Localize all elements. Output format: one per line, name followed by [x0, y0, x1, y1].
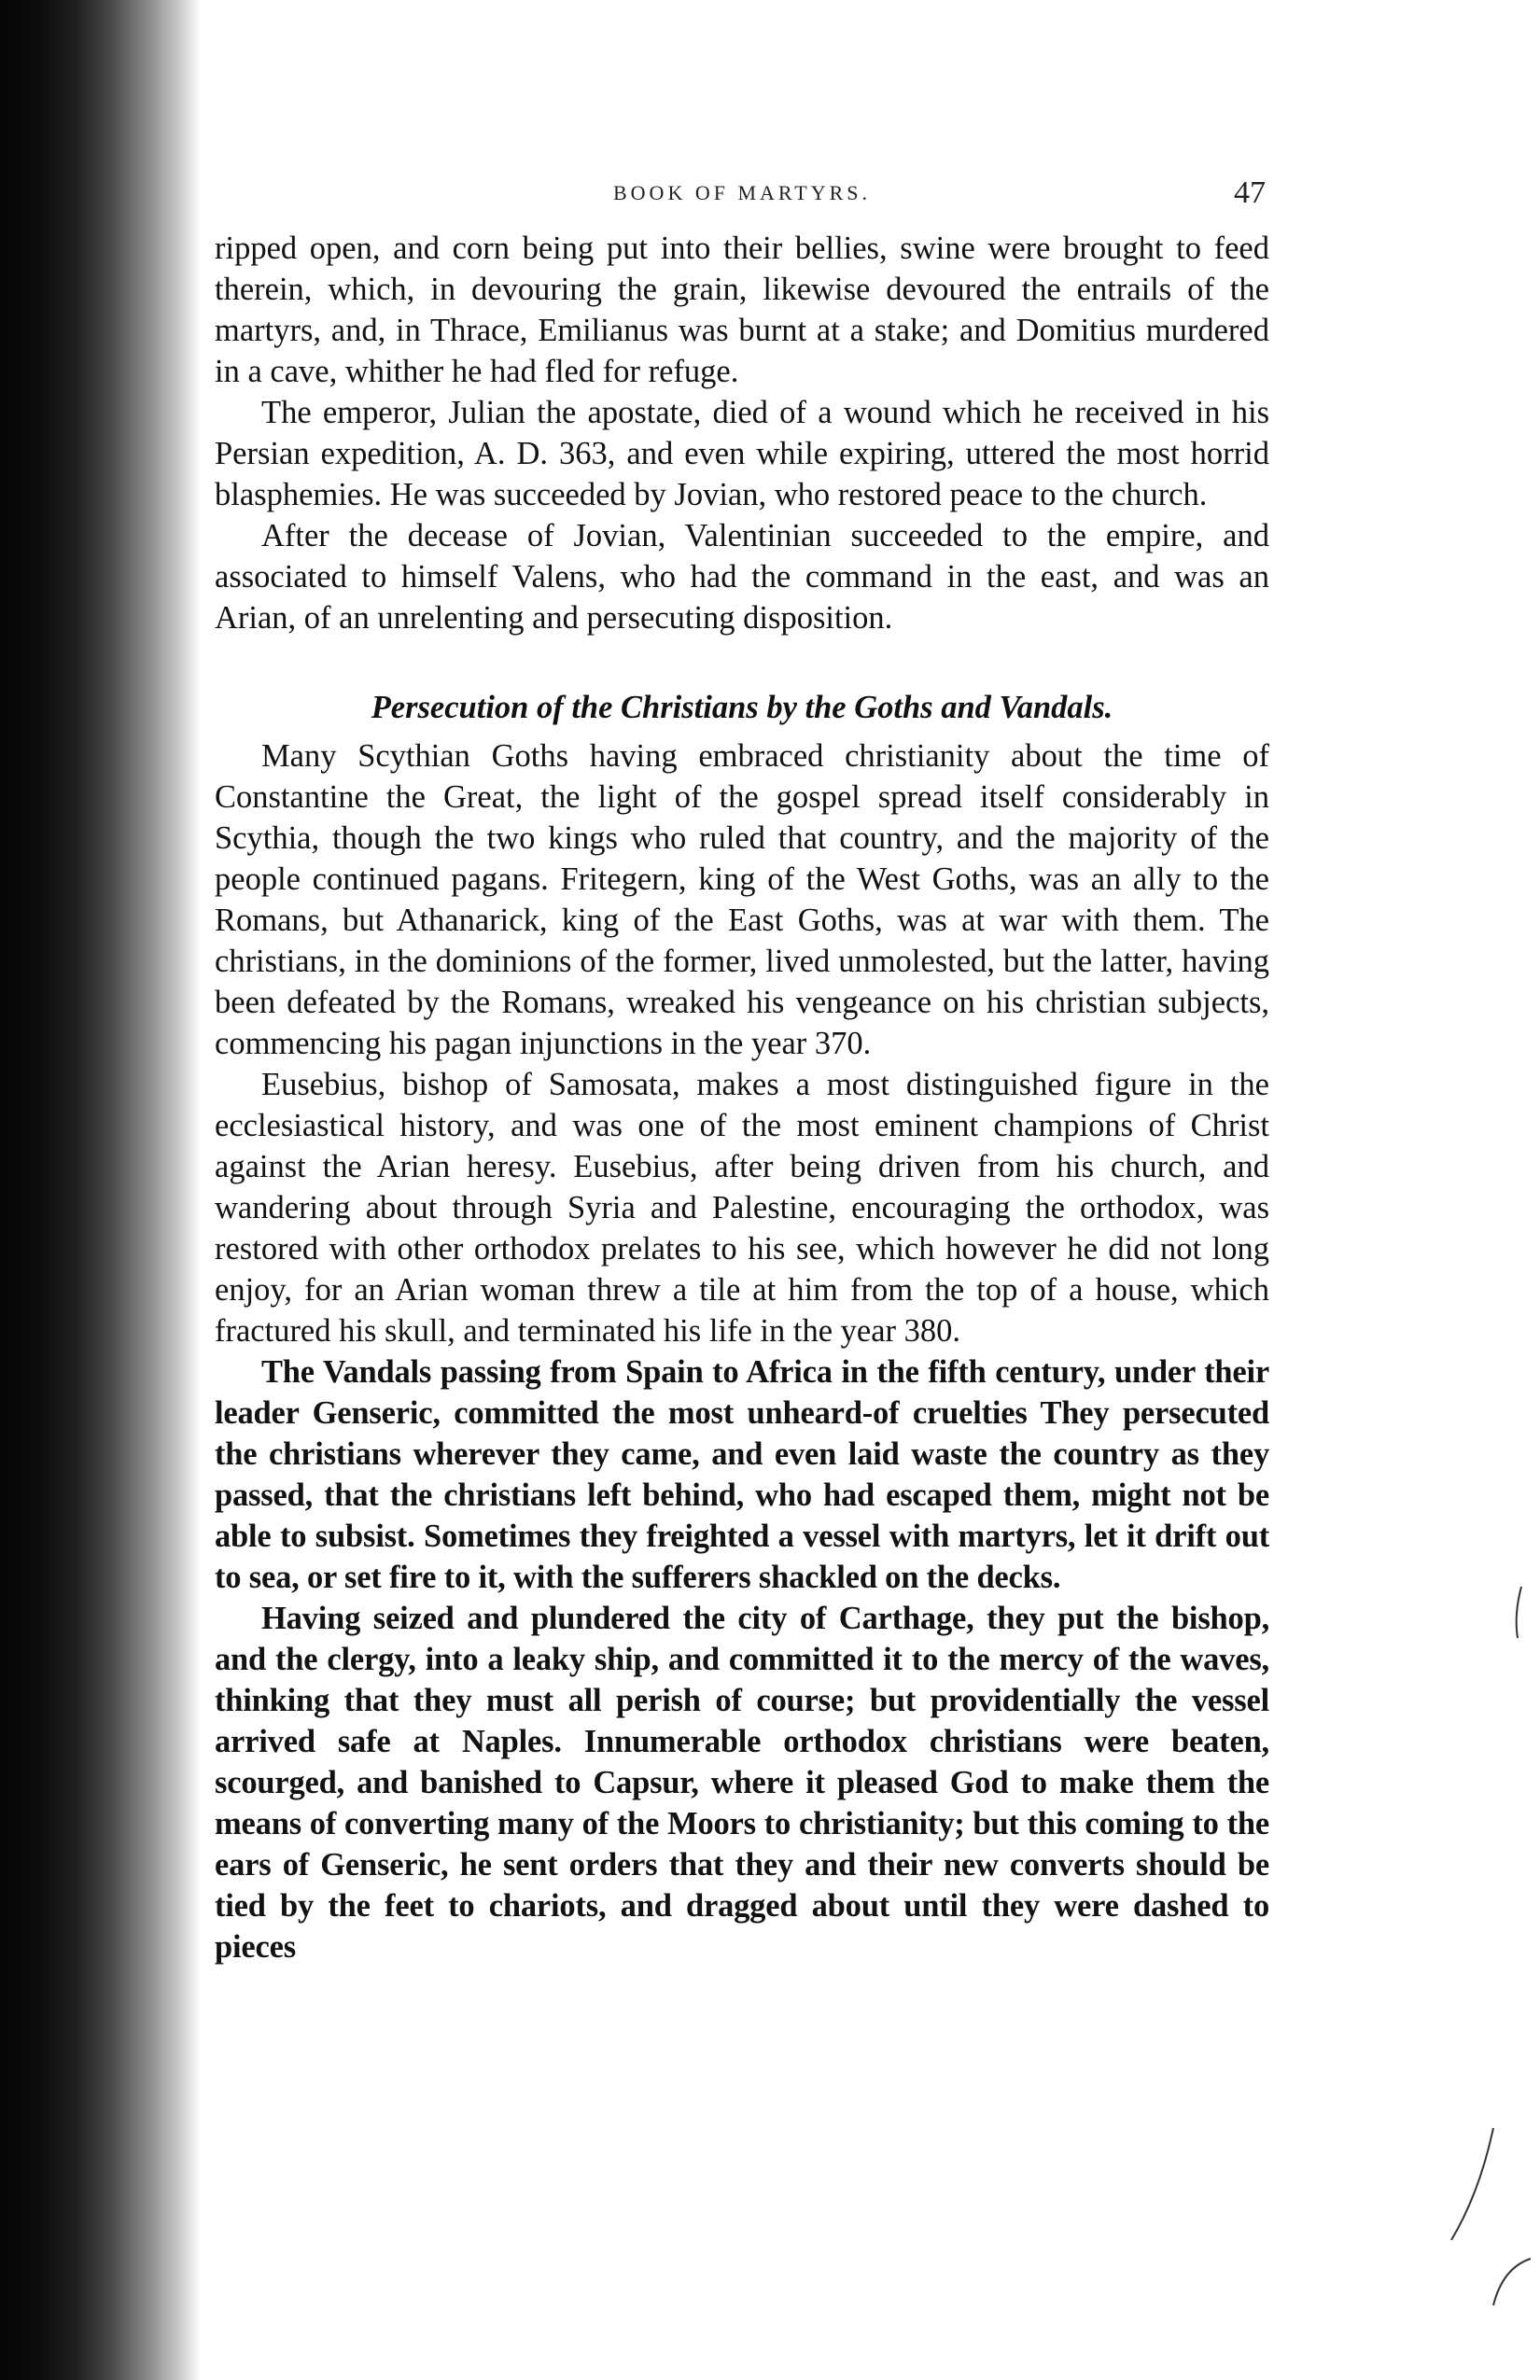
running-head [215, 168, 1269, 224]
pencil-mark-bottom [1493, 2259, 1531, 2305]
running-title: BOOK OF MARTYRS. [613, 181, 871, 204]
binding-shadow [0, 0, 201, 2380]
body-text [215, 228, 1269, 1967]
page-number: 47 [1234, 175, 1266, 210]
pencil-mark-margin [1517, 1587, 1521, 1638]
paragraph-goths: Many Scythian Goths having embraced christianity about the time of Constantine the Great, the light of the gospel spread itself considerably in Scythia, though the two kings who ruled that country, and the majority of the people continued pagans. Fritegern, king of the West Goths, was an ally to the Romans, but Athanarick, king of the East Goths, was at war with them. The christians, in the dominions of the former, lived unmolested, but the latter, having been defeated by the Romans, wreaked his vengeance on his christian subjects, commencing his pagan injunctions in the year 370. [215, 738, 1269, 1061]
book-page [215, 168, 1269, 1967]
paragraph-valentinian: After the decease of Jovian, Valentinian succeeded to the empire, and associated to himself Valens, who had the command in the east, and was an Arian, of an unrelenting and persecuting disposition. [215, 518, 1269, 636]
paragraph-continued: ripped open, and corn being put into their bellies, swine were brought to feed therein, which, in devouring the grain, likewise devoured the entrails of the martyrs, and, in Thrace, Emilianus was burnt at a stake; and Domitius murdered in a cave, whither he had fled for refuge. [215, 231, 1269, 389]
pencil-mark-lower [1451, 2128, 1493, 2240]
paragraph-carthage: Having seized and plundered the city of Carthage, they put the bishop, and the clergy, into a leaky ship, and committed it to the mercy of the waves, thinking that they must all perish of course; but providentially the vessel arrived safe at Naples. Innumerable orthodox christians were beaten, scourged, and banished to Capsur, where it pleased God to make them the means of converting many of the Moors to christianity; but this coming to the ears of Genseric, he sent orders that they and their new converts should be tied by the feet to chariots, and dragged about until they were dashed to pieces [215, 1601, 1269, 1965]
paragraph-eusebius: Eusebius, bishop of Samosata, makes a most distinguished figure in the ecclesiastical history, and was one of the most eminent champions of Christ against the Arian heresy. Eusebius, after being driven from his church, and wandering about through Syria and Palestine, encouraging the orthodox, was restored with other orthodox prelates to his see, which however he did not long enjoy, for an Arian woman threw a tile at him from the top of a house, which fractured his skull, and terminated his life in the year 380. [215, 1067, 1269, 1349]
paragraph-vandals: The Vandals passing from Spain to Africa in the fifth century, under their leader Genseric, committed the most unheard-of cruelties They persecuted the christians wherever they came, and even laid waste the country as they passed, that the christians left behind, who had escaped them, might not be able to subsist. Sometimes they freighted a vessel with martyrs, let it drift out to sea, or set fire to it, with the sufferers shackled on the decks. [215, 1354, 1269, 1595]
section-heading: Persecution of the Christians by the Goths and Vandals. [371, 690, 1113, 725]
paragraph-julian: The emperor, Julian the apostate, died of a wound which he received in his Persian expedition, A. D. 363, and even while expiring, uttered the most horrid blasphemies. He was succeeded by Jovian, who restored peace to the church. [215, 395, 1269, 512]
